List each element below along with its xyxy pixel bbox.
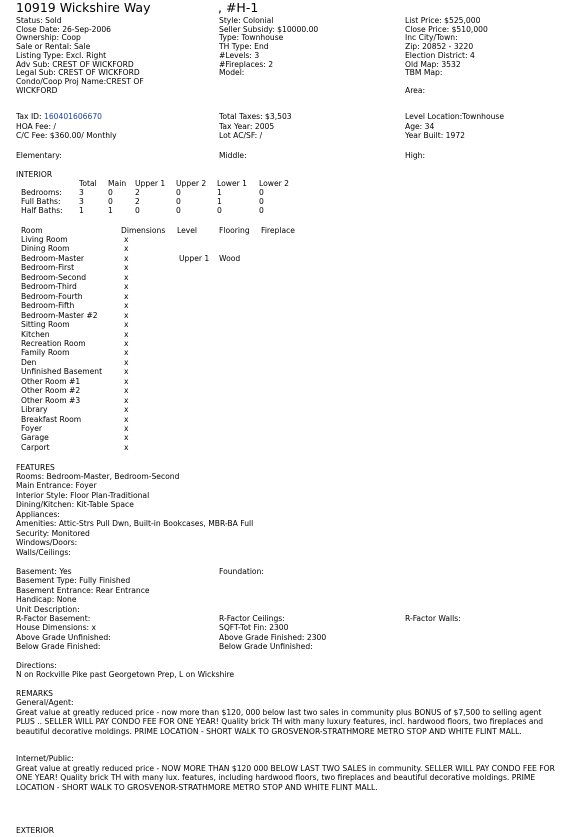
basement-field: Handicap: None [16,595,77,605]
rooms-header: Flooring [219,226,250,235]
summary-field: Sale or Rental: Sale [16,42,91,52]
tax-field: Level Location:Townhouse [405,112,505,121]
room-name: Other Room #3 [21,395,81,405]
tax-field: Age: 34 [405,121,435,131]
bedbath-row-label: Bedrooms: [21,188,62,197]
feature-line: Appliances: [16,509,60,519]
bedbath-row-label: Half Baths: [21,206,63,215]
room-name: Garage [21,433,49,443]
room-name: Bedroom-Second [21,272,87,282]
agent-remarks-label: General/Agent: [16,698,74,707]
room-dimensions: x [124,348,129,358]
basement-field: Above Grade Unfinished: [16,632,111,642]
room-dimensions: x [124,395,129,405]
property-address: 10919 Wickshire Way [16,0,151,15]
summary-field: TBM Map: [405,68,443,78]
basement-field: Unit Description: [16,604,80,614]
room-name: Bedroom-Third [21,282,77,292]
bedbath-cell: 0 [108,197,113,206]
room-level: Upper 1 [179,253,210,263]
summary-field: Type: Townhouse [219,33,284,43]
summary-field: TH Type: End [219,42,269,52]
room-dimensions: x [124,442,129,452]
room-dimensions: x [124,376,129,386]
remarks-heading: REMARKS [16,689,53,698]
summary-field: WICKFORD [16,85,58,95]
feature-line: Main Entrance: Foyer [16,481,97,491]
room-name: Carport [21,442,50,452]
rooms-header: Level [177,226,198,235]
room-name: Breakfast Room [21,414,82,424]
room-dimensions: x [124,433,129,443]
bedbath-cell: 0 [217,206,222,215]
room-dimensions: x [124,338,129,348]
basement-field: SQFT-Tot Fin: 2300 [219,623,289,633]
room-dimensions: x [124,424,129,433]
directions-text: N on Rockville Pike past Georgetown Prep, L on Wickshire [16,670,235,679]
summary-field: #Levels: 3 [219,50,260,60]
summary-field: #Fireplaces: 2 [219,59,274,69]
summary-field: Style: Colonial [219,16,274,25]
room-name: Bedroom-Fourth [21,291,83,301]
feature-line: Security: Monitored [16,528,90,538]
public-remarks-label: Internet/Public: [16,754,74,763]
summary-field: Close Price: $510,000 [405,24,488,34]
room-dimensions: x [124,244,129,254]
room-name: Sitting Room [21,320,70,330]
bedbath-cell: 2 [135,197,140,206]
room-dimensions: x [124,329,129,339]
tax-field: Tax Year: 2005 [219,121,275,131]
bedbath-row-label: Full Baths: [21,197,61,206]
room-dimensions: x [124,310,129,320]
room-name: Dining Room [21,244,70,254]
room-dimensions: x [124,253,129,263]
bedbath-cell: 0 [259,188,264,197]
feature-line: Walls/Ceilings: [16,547,71,557]
bedbath-cell: 1 [217,197,222,206]
basement-field: House Dimensions: x [16,623,96,633]
room-name: Other Room #1 [21,376,81,386]
tax-id-link[interactable]: 160401606670 [44,112,102,121]
bedbath-header: Upper 1 [135,179,166,188]
summary-field: Election District: 4 [405,50,475,60]
summary-field: Status: Sold [16,16,62,25]
bedbath-cell: 0 [176,197,181,206]
feature-line: Interior Style: Floor Plan-Traditional [16,490,150,500]
bedbath-cell: 3 [79,188,84,197]
feature-line: Amenities: Attic-Strs Pull Dwn, Built-in Bookcases, MBR-BA Full [16,519,254,529]
room-name: Living Room [21,235,68,244]
bedbath-header: Lower 1 [217,179,247,188]
room-dimensions: x [124,320,129,330]
room-name: Unfinished Basement [21,367,103,377]
room-name: Bedroom-First [21,263,75,273]
feature-line: Windows/Doors: [16,538,78,548]
summary-field: Ownership: Coop [16,33,81,43]
bedbath-header: Upper 2 [176,179,207,188]
room-dimensions: x [124,272,129,282]
room-dimensions: x [124,357,129,367]
bedbath-cell: 0 [176,188,181,197]
agent-remarks-text: Great value at greatly reduced price - now more than $120, 000 below last two sales in community plus BONUS of $7,500 to selling agent PLUS .. SELLER WILL PAY CONDO FEE FOR ONE YEAR! Quality brick TH with many luxury features, incl. hardwood floors, two fireplaces and beautiful decorative moldings. PRIME LOCATION - SHORT WALK TO GROSVENOR-STRATHMORE METRO STOP AND WHITE FLINT MALL. [16,708,544,736]
school-middle: Middle: [219,151,247,160]
room-dimensions: x [124,301,129,311]
features-heading: FEATURES [16,463,55,472]
property-unit: , #H-1 [218,0,259,15]
summary-field: Close Date: 26-Sep-2006 [16,24,112,34]
tax-field: C/C Fee: $360.00/ Monthly [16,131,117,140]
summary-field: Adv Sub: CREST OF WICKFORD [16,59,134,69]
room-name: Bedroom-Master [21,253,85,263]
summary-field: Inc City/Town: [405,33,458,43]
basement-field: Basement Type: Fully Finished [16,576,131,586]
basement-field: Below Grade Finished: [16,642,101,652]
room-dimensions: x [124,282,129,292]
feature-line: Rooms: Bedroom-Master, Bedroom-Second [16,472,180,481]
bedbath-cell: 0 [176,206,181,215]
room-name: Bedroom-Fifth [21,301,75,311]
feature-line: Dining/Kitchen: Kit-Table Space [16,500,134,510]
bedbath-header: Main [108,179,127,188]
bedbath-cell: 2 [135,188,140,197]
school-high: High: [405,151,426,160]
bedbath-header: Total [79,179,97,188]
rooms-header: Fireplace [261,226,295,235]
room-name: Kitchen [21,329,50,339]
room-dimensions: x [124,291,129,301]
summary-field: Seller Subsidy: $10000.00 [219,24,319,34]
basement-field: Below Grade Unfinished: [219,642,313,652]
basement-field: Above Grade Finished: 2300 [219,632,327,642]
room-name: Bedroom-Master #2 [21,310,98,320]
rfactor-walls-field: R-Factor Walls: [405,614,461,623]
bedbath-cell: 0 [259,206,264,215]
summary-field: List Price: $525,000 [405,16,481,25]
summary-field: Model: [219,68,245,78]
school-elementary: Elementary: [16,151,62,160]
basement-field: R-Factor Basement: [16,614,91,623]
tax-field: HOA Fee: / [16,121,56,131]
room-dimensions: x [124,405,129,415]
bedbath-cell: 3 [79,197,84,206]
basement-field: Basement Entrance: Rear Entrance [16,585,150,595]
summary-field: Condo/Coop Proj Name:CREST OF [16,76,144,86]
room-dimensions: x [124,235,129,244]
tax-id-label: Tax ID: [16,112,42,121]
interior-heading: INTERIOR [16,170,53,179]
bedbath-cell: 1 [108,206,113,215]
public-remarks-text: Great value at greatly reduced price - NOW MORE THAN $120 000 BELOW LAST TWO SALES in community. SELLER WILL PAY CONDO FEE FOR ONE YEAR! Quality brick TH with many lux. features, including hardwood floors, two fireplaces and beautiful decorative moldings. PRIME LOCATION - SHORT WALK TO GROSVENOR-STRATHMORE METRO STOP AND WHITE FLINT MALL. [16,764,555,792]
room-name: Recreation Room [21,338,86,348]
summary-field: Legal Sub: CREST OF WICKFORD [16,68,140,78]
tax-field: Year Built: 1972 [405,131,466,140]
summary-field: Old Map: 3532 [405,59,461,69]
room-name: Den [21,357,37,367]
bedbath-cell: 0 [108,188,113,197]
tax-field: Total Taxes: $3,503 [219,112,292,121]
directions-label: Directions: [16,661,57,670]
room-dimensions: x [124,367,129,377]
room-flooring: Wood [219,253,241,263]
rooms-header: Room [21,226,43,235]
room-name: Foyer [21,424,43,433]
summary-field: Zip: 20852 - 3220 [405,42,474,52]
room-name: Family Room [21,348,70,358]
summary-field: Listing Type: Excl. Right [16,50,107,60]
rooms-header: Dimensions [121,226,166,235]
foundation-field: Foundation: [219,567,264,576]
basement-field: R-Factor Ceilings: [219,614,285,623]
exterior-heading: EXTERIOR [16,826,55,835]
basement-field: Basement: Yes [16,567,72,576]
bedbath-cell: 0 [259,197,264,206]
summary-field: Area: [405,85,426,95]
bedbath-cell: 1 [217,188,222,197]
room-name: Other Room #2 [21,386,81,396]
room-dimensions: x [124,414,129,424]
room-dimensions: x [124,263,129,273]
bedbath-cell: 1 [79,206,84,215]
bedbath-header: Lower 2 [259,179,289,188]
bedbath-cell: 0 [135,206,140,215]
tax-field: Lot AC/SF: / [219,131,263,140]
room-dimensions: x [124,386,129,396]
room-name: Library [21,405,48,415]
